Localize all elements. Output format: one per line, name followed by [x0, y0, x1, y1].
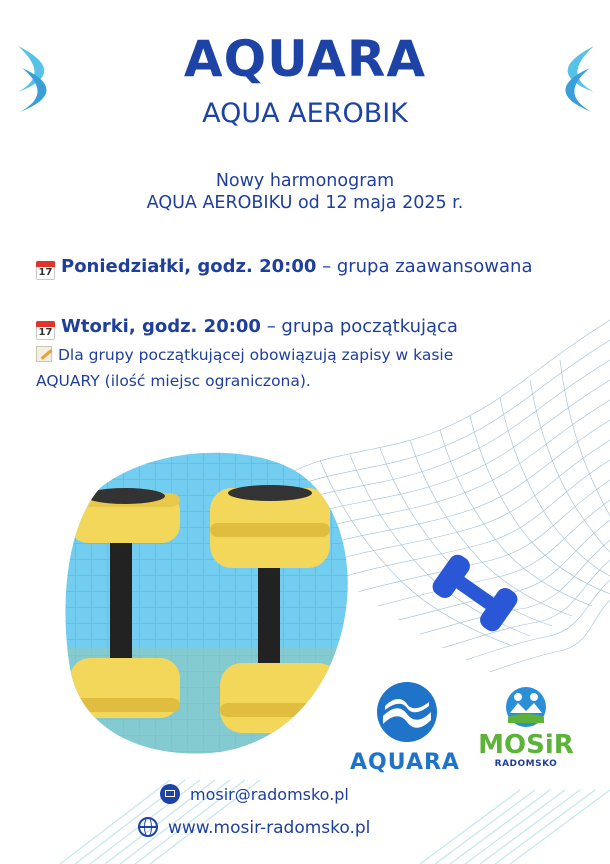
page-subtitle: AQUA AEROBIK — [202, 98, 408, 129]
memo-pencil-icon — [36, 346, 52, 362]
calendar-icon: 17 — [36, 261, 55, 280]
dumbbell-icon — [425, 548, 525, 638]
intro-line-1: Nowy harmonogram — [215, 171, 395, 191]
globe-icon — [138, 817, 158, 837]
schedule-monday-day-time: Poniedziałki, godz. 20:00 — [61, 256, 317, 277]
contact-email[interactable] — [160, 784, 349, 804]
schedule-item-tuesday — [36, 316, 458, 340]
contact-website[interactable] — [138, 817, 370, 838]
contact-email-text[interactable]: mosir@radomsko.pl — [190, 785, 349, 804]
intro-line-2: AQUA AEROBIKU od 12 maja 2025 r. — [146, 193, 464, 213]
note-line-2: AQUARY (ilość miejsc ograniczona). — [36, 372, 311, 390]
envelope-icon — [160, 784, 180, 804]
page-title: AQUARA — [183, 30, 427, 88]
schedule-tuesday-day-time: Wtorki, godz. 20:00 — [61, 316, 261, 337]
note-line-1: Dla grupy początkującej obowiązują zapisy w kasie — [58, 346, 454, 364]
schedule-item-monday — [36, 256, 532, 280]
aquara-logo-text: AQUARA — [350, 750, 460, 775]
registration-note — [36, 342, 496, 394]
contact-website-text[interactable]: www.mosir-radomsko.pl — [168, 818, 371, 838]
calendar-icon: 17 — [36, 321, 55, 340]
schedule-intro — [0, 170, 610, 214]
schedule-tuesday-group: – grupa początkująca — [260, 316, 458, 337]
schedule-monday-group: – grupa zaawansowana — [316, 256, 533, 277]
mosir-logo-subtext: RADOMSKO — [494, 759, 558, 769]
aquara-logo — [345, 680, 465, 775]
mosir-logo-text: MOSiR — [478, 730, 574, 760]
aqua-dumbbell-pool-photo — [60, 448, 370, 758]
aquara-wave-icon — [345, 680, 465, 744]
mosir-figures-icon — [478, 683, 574, 727]
mosir-logo — [478, 683, 574, 783]
